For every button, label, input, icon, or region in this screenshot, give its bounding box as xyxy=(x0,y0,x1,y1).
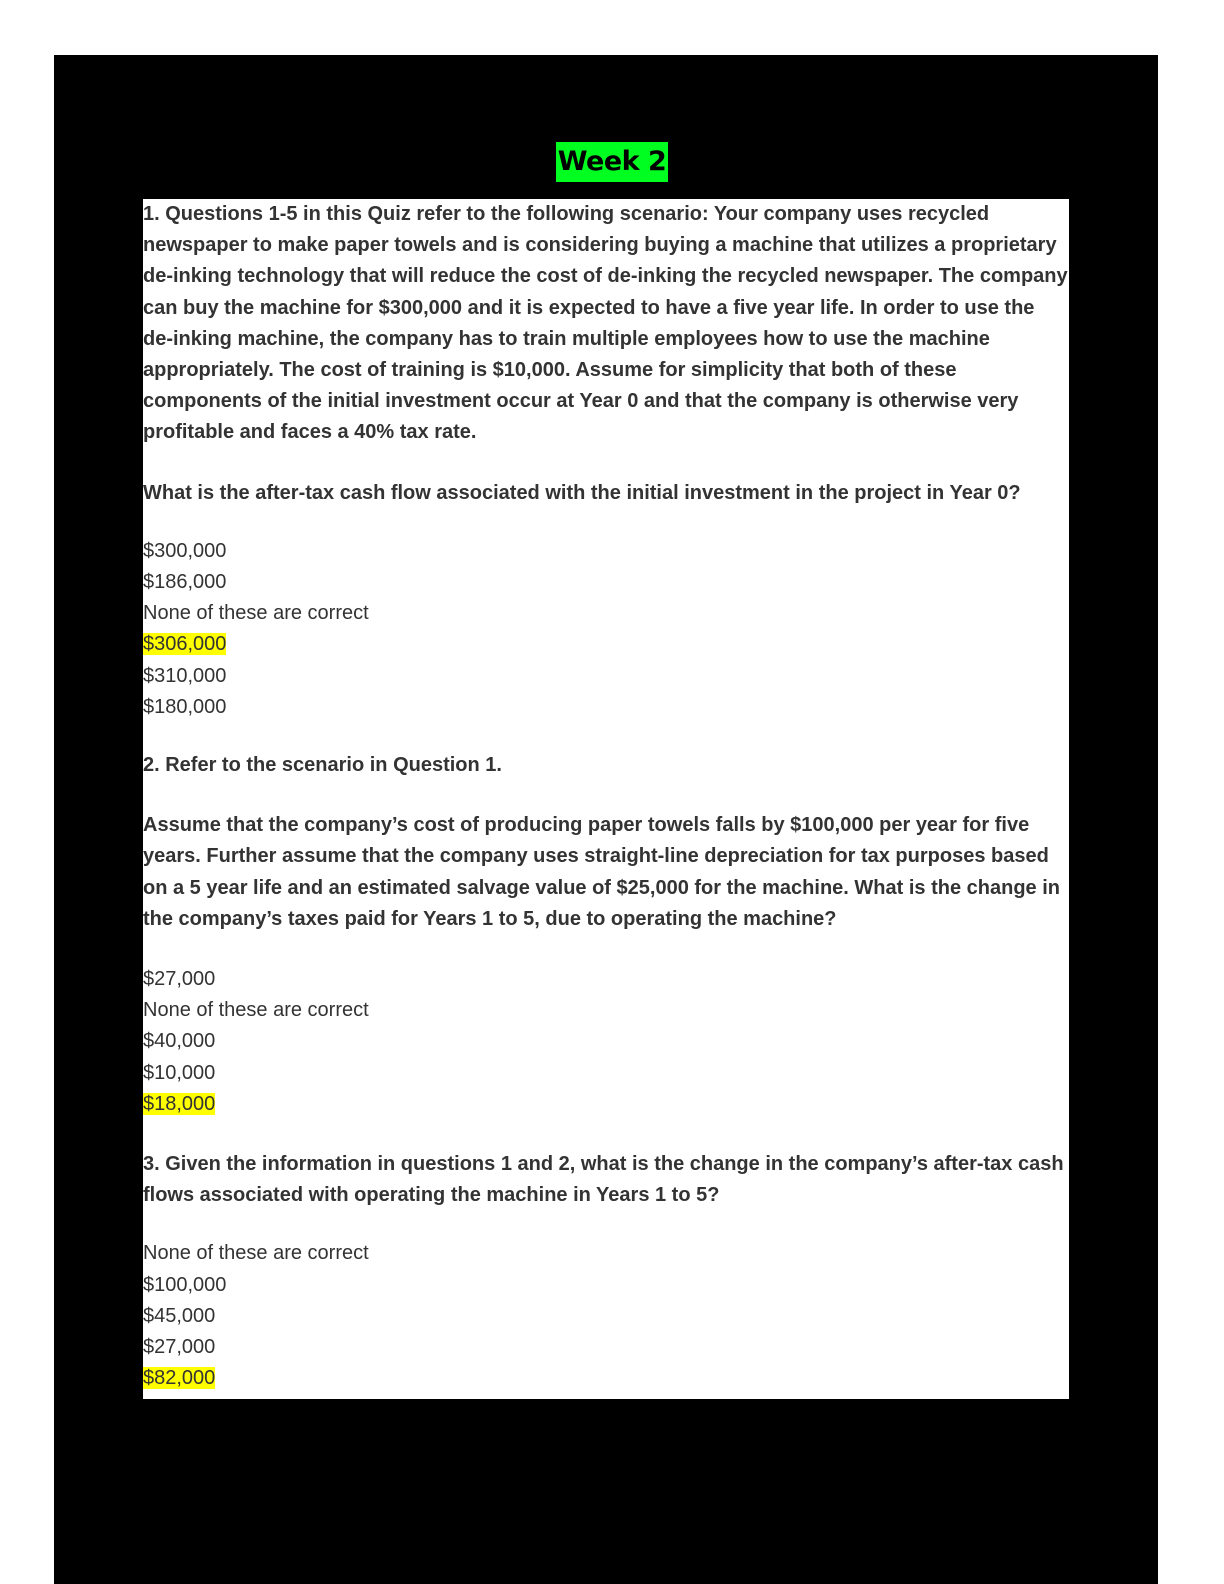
question-2-prompt: Assume that the company’s cost of producing paper towels falls by $100,000 per year for five years. Further assume that the company uses straight-line depreciation for tax purposes based on a 5 year life and an estimated salvage value of $25,000 for the machine. What is the change in the company’s taxes paid for Years 1 to 5, due to operating the machine? xyxy=(143,814,1060,930)
answer-option[interactable]: $310,000 xyxy=(143,664,227,687)
question-2-options xyxy=(143,964,1069,1120)
answer-option[interactable]: $27,000 xyxy=(143,968,216,991)
answer-option[interactable]: $45,000 xyxy=(143,1304,216,1327)
question-1-prompt: What is the after-tax cash flow associated with the initial investment in the project in Year 0? xyxy=(143,481,1021,504)
answer-option[interactable]: $180,000 xyxy=(143,695,227,718)
quiz-content xyxy=(143,199,1069,1399)
answer-option-highlighted[interactable]: $306,000 xyxy=(143,633,227,656)
answer-option[interactable]: $27,000 xyxy=(143,1336,216,1359)
question-1-scenario: 1. Questions 1-5 in this Quiz refer to the following scenario: Your company uses recycled newspaper to make paper towels and is considering buying a machine that utilizes a proprietary de-inking technology that will reduce the cost of de-inking the recycled newspaper. The company can buy the machine for $300,000 and it is expected to have a five year life. In order to use the de-inking machine, the company has to train multiple employees how to use the machine appropriately. The cost of training is $10,000. Assume for simplicity that both of these components of the initial investment occur at Year 0 and that the company is otherwise very profitable and faces a 40% tax rate. xyxy=(143,203,1068,444)
title-wrap xyxy=(0,142,1224,182)
answer-option[interactable]: $186,000 xyxy=(143,571,227,594)
answer-option[interactable]: $10,000 xyxy=(143,1061,216,1084)
answer-option-highlighted[interactable]: $18,000 xyxy=(143,1092,216,1115)
answer-option[interactable]: None of these are correct xyxy=(143,602,369,625)
answer-option[interactable]: None of these are correct xyxy=(143,1242,369,1265)
question-3-options xyxy=(143,1238,1069,1394)
question-3-prompt: 3. Given the information in questions 1 and 2, what is the change in the company’s after-tax cash flows associated with operating the machine in Years 1 to 5? xyxy=(143,1153,1064,1207)
answer-option[interactable]: None of these are correct xyxy=(143,999,369,1022)
question-1-options xyxy=(143,536,1069,723)
answer-option[interactable]: $300,000 xyxy=(143,539,227,562)
page-title: Week 2 xyxy=(556,142,669,182)
answer-option[interactable]: $100,000 xyxy=(143,1273,227,1296)
answer-option-highlighted[interactable]: $82,000 xyxy=(143,1367,216,1390)
question-2-scenario: 2. Refer to the scenario in Question 1. xyxy=(143,754,502,777)
answer-option[interactable]: $40,000 xyxy=(143,1030,216,1053)
